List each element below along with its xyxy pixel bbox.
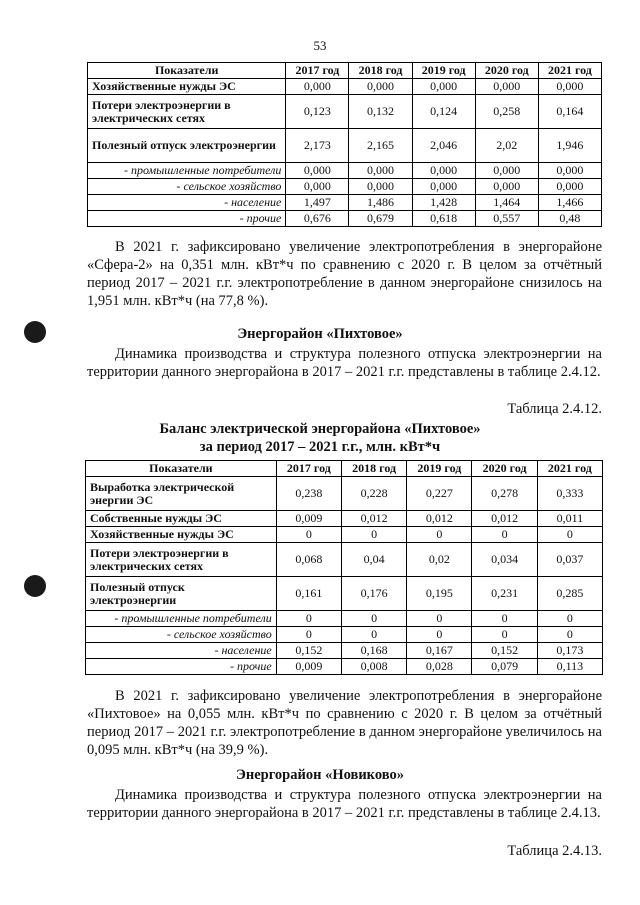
- table-cell: 2,02: [475, 129, 538, 163]
- table-cell: 0,000: [412, 163, 475, 179]
- row-label: - промышленные потребители: [86, 611, 277, 627]
- column-header: 2020 год: [472, 461, 537, 477]
- table-cell: 0: [407, 627, 472, 643]
- column-header: 2021 год: [537, 461, 602, 477]
- table-cell: 0,176: [341, 577, 406, 611]
- table-cell: 0,000: [538, 179, 601, 195]
- table-cell: 1,497: [286, 195, 349, 211]
- table-cell: 2,165: [349, 129, 412, 163]
- table-caption-2-4-13: Таблица 2.4.13.: [507, 843, 602, 859]
- table-cell: 0: [276, 627, 341, 643]
- table-row: [88, 95, 602, 129]
- table-cell: 0,000: [475, 179, 538, 195]
- table-cell: 0: [407, 527, 472, 543]
- paragraph-sfera2-summary: В 2021 г. зафиксировано увеличение электропотребления в энергорайоне «Сфера-2» на 0,351 млн. кВт*ч по сравнению с 2020 г. В целом за отчётный период 2017 – 2021 г.г. электропотребление в данном энергорайоне снизилось на 1,951 млн. кВт*ч (на 77,8 %).: [87, 239, 602, 309]
- table-cell: 0: [341, 611, 406, 627]
- table-cell: 0,285: [537, 577, 602, 611]
- table-cell: 0,000: [412, 179, 475, 195]
- paragraph-pikhtovoe-intro: Динамика производства и структура полезного отпуска электроэнергии на территории данного энергорайона в 2017 – 2021 г.г. представлены в таблице 2.4.12.: [87, 346, 602, 380]
- table-cell: 0,167: [407, 643, 472, 659]
- table-cell: 0,124: [412, 95, 475, 129]
- table-cell: 0,679: [349, 211, 412, 227]
- table-cell: 0,258: [475, 95, 538, 129]
- column-header: 2018 год: [341, 461, 406, 477]
- table-row: [86, 627, 603, 643]
- table-cell: 1,466: [538, 195, 601, 211]
- table-cell: 0,164: [538, 95, 601, 129]
- table-caption-2-4-12: Таблица 2.4.12.: [507, 401, 602, 417]
- table-cell: 2,173: [286, 129, 349, 163]
- table-cell: 0,000: [475, 163, 538, 179]
- row-label: Потери электроэнергии в электрических сетях: [86, 543, 277, 577]
- table-cell: 0,000: [475, 79, 538, 95]
- table-cell: 0,195: [407, 577, 472, 611]
- column-header: Показатели: [86, 461, 277, 477]
- punch-hole: [24, 575, 46, 597]
- table-row: [88, 163, 602, 179]
- table-cell: 0,278: [472, 477, 537, 511]
- paragraph-novikovo-intro: Динамика производства и структура полезного отпуска электроэнергии на территории данного энергорайона в 2017 – 2021 г.г. представлены в таблице 2.4.13.: [87, 787, 602, 821]
- row-label: Хозяйственные нужды ЭС: [88, 79, 286, 95]
- column-header: 2020 год: [475, 63, 538, 79]
- table-cell: 0,012: [472, 511, 537, 527]
- row-label: - сельское хозяйство: [86, 627, 277, 643]
- table-title-line2: за период 2017 – 2021 г.г., млн. кВт*ч: [199, 439, 441, 455]
- table-cell: 0,000: [538, 163, 601, 179]
- table-cell: 0: [537, 611, 602, 627]
- table-cell: 0: [472, 627, 537, 643]
- column-header: 2018 год: [349, 63, 412, 79]
- table-cell: 0: [341, 527, 406, 543]
- table-cell: 0: [407, 611, 472, 627]
- table-cell: 0,227: [407, 477, 472, 511]
- row-label: - промышленные потребители: [88, 163, 286, 179]
- table-cell: 1,464: [475, 195, 538, 211]
- table-cell: 1,486: [349, 195, 412, 211]
- table-cell: 0,000: [349, 79, 412, 95]
- row-label: - прочие: [86, 659, 277, 675]
- table-cell: 0,618: [412, 211, 475, 227]
- table-cell: 0: [472, 611, 537, 627]
- table-cell: 0,113: [537, 659, 602, 675]
- table-cell: 0,48: [538, 211, 601, 227]
- table-row: [88, 211, 602, 227]
- section-heading-novikovo: Энергорайон «Новиково»: [236, 767, 404, 783]
- table-header-row: [86, 461, 603, 477]
- table-cell: 0: [537, 527, 602, 543]
- table-row: [86, 477, 603, 511]
- table-cell: 0: [341, 627, 406, 643]
- table-title-line1: Баланс электрической энергорайона «Пихтовое»: [159, 421, 481, 437]
- table-cell: 0,168: [341, 643, 406, 659]
- row-label: Выработка электрической энергии ЭС: [86, 477, 277, 511]
- table-row: [88, 79, 602, 95]
- table-cell: 0,173: [537, 643, 602, 659]
- table-cell: 0,152: [276, 643, 341, 659]
- table-cell: 0,012: [341, 511, 406, 527]
- column-header: 2019 год: [407, 461, 472, 477]
- table-cell: 0,037: [537, 543, 602, 577]
- table-cell: 0: [472, 527, 537, 543]
- table-cell: 0,009: [276, 659, 341, 675]
- table-cell: 0,009: [276, 511, 341, 527]
- table-cell: 1,946: [538, 129, 601, 163]
- row-label: - сельское хозяйство: [88, 179, 286, 195]
- table-cell: 0,000: [538, 79, 601, 95]
- column-header: 2017 год: [276, 461, 341, 477]
- table-cell: 1,428: [412, 195, 475, 211]
- table-cell: 0,079: [472, 659, 537, 675]
- table-cell: 0,000: [349, 163, 412, 179]
- table-row: [86, 511, 603, 527]
- table-row: [86, 643, 603, 659]
- table-row: [86, 543, 603, 577]
- table-cell: 0,02: [407, 543, 472, 577]
- table-cell: 0,000: [286, 163, 349, 179]
- table-cell: 0,557: [475, 211, 538, 227]
- row-label: Хозяйственные нужды ЭС: [86, 527, 277, 543]
- row-label: - прочие: [88, 211, 286, 227]
- table-row: [88, 195, 602, 211]
- table-cell: 0,676: [286, 211, 349, 227]
- table-cell: 0,123: [286, 95, 349, 129]
- table-cell: 0,000: [349, 179, 412, 195]
- row-label: - население: [86, 643, 277, 659]
- section-heading-pikhtovoe: Энергорайон «Пихтовое»: [237, 326, 403, 342]
- table-cell: 0,068: [276, 543, 341, 577]
- table-cell: 0,000: [286, 179, 349, 195]
- table-cell: 0: [276, 527, 341, 543]
- row-label: Потери электроэнергии в электрических сетях: [88, 95, 286, 129]
- table-cell: 0,04: [341, 543, 406, 577]
- table-cell: 0,333: [537, 477, 602, 511]
- column-header: 2017 год: [286, 63, 349, 79]
- column-header: Показатели: [88, 63, 286, 79]
- table-cell: 0,152: [472, 643, 537, 659]
- table-cell: 0,034: [472, 543, 537, 577]
- table-cell: 0,012: [407, 511, 472, 527]
- table-row: [86, 527, 603, 543]
- column-header: 2021 год: [538, 63, 601, 79]
- row-label: Полезный отпуск электроэнергии: [86, 577, 277, 611]
- table-cell: 2,046: [412, 129, 475, 163]
- table-sfera2-balance: [87, 62, 602, 227]
- row-label: Полезный отпуск электроэнергии: [88, 129, 286, 163]
- table-header-row: [88, 63, 602, 79]
- table-cell: 0: [276, 611, 341, 627]
- table-cell: 0,238: [276, 477, 341, 511]
- table-pikhtovoe-balance: [85, 460, 603, 675]
- page-number: 53: [313, 38, 327, 53]
- table-row: [86, 659, 603, 675]
- table-cell: 0,000: [412, 79, 475, 95]
- table-cell: 0,228: [341, 477, 406, 511]
- paragraph-pikhtovoe-summary: В 2021 г. зафиксировано увеличение электропотребления в энергорайоне «Пихтовое» на 0,055 млн. кВт*ч по сравнению с 2020 г. В целом за отчётный период 2017 – 2021 г.г. электропотребление в данном энергорайоне увеличилось на 0,095 млн. кВт*ч (на 39,9 %).: [87, 688, 602, 758]
- table-row: [86, 577, 603, 611]
- table-cell: 0,008: [341, 659, 406, 675]
- table-row: [88, 179, 602, 195]
- table-cell: 0,011: [537, 511, 602, 527]
- table-cell: 0: [537, 627, 602, 643]
- table-cell: 0,231: [472, 577, 537, 611]
- row-label: Собственные нужды ЭС: [86, 511, 277, 527]
- table-cell: 0,161: [276, 577, 341, 611]
- table-row: [86, 611, 603, 627]
- table-cell: 0,028: [407, 659, 472, 675]
- row-label: - население: [88, 195, 286, 211]
- table-cell: 0,132: [349, 95, 412, 129]
- table-cell: 0,000: [286, 79, 349, 95]
- table-row: [88, 129, 602, 163]
- column-header: 2019 год: [412, 63, 475, 79]
